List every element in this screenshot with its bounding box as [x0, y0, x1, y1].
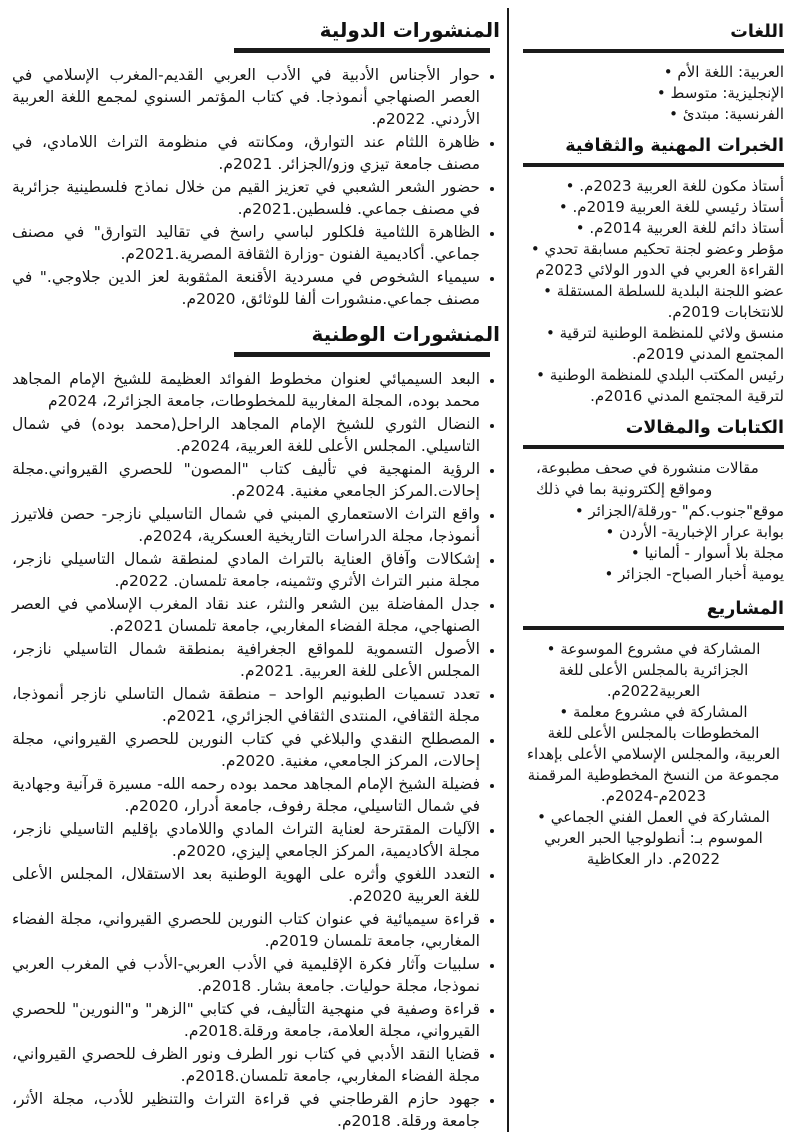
publication-item: • حوار الأجناس الأدبية في الأدب العربي القديم-المغرب الإسلامي في العصر الصنهاجي أنموذجا. في كتاب المؤتمر السنوي لمجمع اللغة العربية الأردني. 2022م. — [12, 64, 480, 130]
list-item-text: الفرنسية: مبتدئ — [682, 105, 784, 123]
bullet-icon: • — [545, 324, 560, 342]
section-projects — [523, 597, 784, 870]
publication-item: • واقع التراث الاستعماري المبني في شمال التاسيلي نازجر- حصن فلاتيرز أنموذجا، مجلة الدراسات التاريخية العسكرية، 2024م. — [12, 503, 480, 547]
bullet-icon: • — [558, 198, 573, 216]
list-item-text: عضو اللجنة البلدية للسلطة المستقلة للانتخابات 2019م. — [556, 282, 784, 321]
publication-item: • إشكالات وآفاق العناية بالتراث المادي لمنطقة شمال التاسيلي نازجر، مجلة منبر التراث الأثري وتثمينه، جامعة تلمسان. 2022م. — [12, 548, 480, 592]
outlet-item — [523, 564, 784, 585]
experience-item — [523, 176, 784, 197]
languages-list — [523, 62, 784, 125]
publication-item: • التعدد اللغوي وأثره على الهوية الوطنية بعد الاستقلال، المجلس الأعلى للغة العربية 2020م. — [12, 863, 480, 907]
list-item-text: المشاركة في العمل الفني الجماعي الموسوم بـ: أنطولوجيا الحبر العربي 2022م. دار العكاظية — [544, 808, 770, 868]
list-item-text: مؤطر وعضو لجنة تحكيم مسابقة تحدي القراءة العربي في الدور الولائي 2023م — [535, 240, 784, 279]
bullet-icon: • — [574, 502, 589, 520]
section-title-underline — [523, 626, 784, 630]
section-national-publications — [12, 320, 500, 1132]
bullet-icon: • — [530, 240, 545, 258]
list-item-text: العربية: اللغة الأم — [677, 63, 784, 81]
bullet-icon: • — [536, 366, 550, 384]
national-publications-list — [12, 368, 500, 1132]
publication-item: • قراءة وصفية في منهجية التأليف، في كتابي "الزهر" و"النورين" للحصري القيرواني، مجلة العلامة، جامعة ورقلة.2018م. — [12, 998, 480, 1042]
experience-list — [523, 176, 784, 407]
publication-item: • الآليات المقترحة لعناية التراث المادي واللامادي بإقليم التاسيلي نازجر، مجلة الأكاديمية، المركز الجامعي إليزي، 2020م. — [12, 818, 480, 862]
publications-column — [12, 16, 500, 1133]
international-publications-list — [12, 64, 500, 310]
section-title-underline — [234, 352, 490, 357]
publication-item: • حضور الشعر الشعبي في تعزيز القيم من خلال نماذج فلسطينية جزائرية في مصنف جماعي. فلسطين.2021م. — [12, 176, 480, 220]
writings-intro-text: مقالات منشورة في صحف مطبوعة، ومواقع إلكترونية بما في ذلك — [536, 459, 759, 498]
publication-item: • الظاهرة اللثامية فلكلور لباسي راسخ في تقاليد التوارق" في مصنف جماعي. أكاديمية الفنون -وزارة الثقافة المصرية.2021م. — [12, 221, 480, 265]
list-item-text: يومية أخبار الصباح- الجزائر — [618, 565, 784, 583]
outlet-item — [523, 522, 784, 543]
section-title-underline — [523, 445, 784, 449]
publication-item: • قراءة سيميائية في عنوان كتاب النورين للحصري القيرواني، مجلة الفضاء المغاربي، جامعة تلمسان 2019م. — [12, 908, 480, 952]
list-item-text: المشاركة في مشروع الموسوعة الجزائرية بالمجلس الأعلى للغة العربية2022م. — [558, 640, 761, 700]
section-title-experience: الخبرات المهنية والثقافية — [565, 136, 784, 156]
bullet-icon: • — [663, 63, 678, 81]
section-experience — [523, 134, 784, 407]
publication-item: • النضال الثوري للشيخ الإمام المجاهد الراحل(محمد بوده) في شمال التاسيلي. المجلس الأعلى للغة العربية، 2024م. — [12, 413, 480, 457]
project-item — [523, 807, 784, 870]
list-item-text: أستاذ رئيسي للغة العربية 2019م. — [572, 198, 784, 216]
list-item-text: موقع"جنوب.كم" -ورقلة/الجزائر — [588, 502, 784, 520]
project-item — [523, 639, 784, 702]
publication-item: • الرؤية المنهجية في تأليف كتاب "المصون" للحصري القيرواني.مجلة إحالات.المركز الجامعي مغنية. 2024م. — [12, 458, 480, 502]
experience-item — [523, 365, 784, 407]
list-item-text: منسق ولائي للمنظمة الوطنية لترقية المجتمع المدني 2019م. — [559, 324, 784, 363]
bullet-icon: • — [575, 219, 590, 237]
language-item — [523, 62, 784, 83]
publication-item: • جدل المفاضلة بين الشعر والنثر، عند نقاد المغرب الإسلامي في العصر الصنهاجي، مجلة الفضاء المغاربي، جامعة تلمسان 2021م. — [12, 593, 480, 637]
writings-outlets-list — [523, 501, 784, 585]
section-title-languages: اللغات — [730, 22, 784, 42]
publication-item: • تعدد تسميات الطبونيم الواحد – منطقة شمال التاسلي نازجر أنموذجا، مجلة الثقافي، المنتدى الثقافي الجزائري، 2021م. — [12, 683, 480, 727]
project-item — [523, 702, 784, 807]
list-item-text: أستاذ مكون للغة العربية 2023م. — [579, 177, 784, 195]
list-item-text: أستاذ دائم للغة العربية 2014م. — [589, 219, 784, 237]
bullet-icon: • — [604, 565, 619, 583]
list-item-text: بوابة عرار الإخبارية- الأردن — [619, 523, 784, 541]
experience-item — [523, 239, 784, 281]
bullet-icon: • — [630, 544, 645, 562]
outlet-item — [523, 543, 784, 564]
publication-item: • جهود حازم القرطاجني في قراءة التراث والتنظير للأدب، مجلة الأثر، جامعة ورقلة. 2018م. — [12, 1088, 480, 1132]
list-item-text: المشاركة في مشروع معلمة المخطوطات بالمجلس الأعلى للغة العربية، والمجلس الإسلامي الأعلى بإهداء مجموعة من النسخ المخطوطية المرقمنة 2023م-2024م. — [526, 703, 780, 805]
bullet-icon: • — [669, 105, 683, 123]
column-divider-rule — [507, 8, 509, 1132]
experience-item — [523, 197, 784, 218]
publication-item: • فضيلة الشيخ الإمام المجاهد محمد بوده رحمه الله- مسيرة قرآنية وجهادية في شمال التاسيلي، مجلة رفوف، جامعة أدرار، 2020م. — [12, 773, 480, 817]
section-title-international: المنشورات الدولية — [319, 18, 500, 42]
bullet-icon: • — [546, 640, 561, 658]
section-title-projects: المشاريع — [706, 599, 784, 619]
bullet-icon: • — [565, 177, 580, 195]
section-title-underline — [523, 163, 784, 167]
section-title-writings: الكتابات والمقالات — [625, 418, 784, 438]
publication-item: • قضايا النقد الأدبي في كتاب نور الطرف ونور الظرف للحصري القيرواني، مجلة الفضاء المغاربي، جامعة تلمسان.2018م. — [12, 1043, 480, 1087]
section-writings-articles — [523, 416, 784, 585]
section-title-national: المنشورات الوطنية — [311, 322, 500, 346]
bullet-icon: • — [559, 703, 573, 721]
publication-item: • البعد السيميائي لعنوان مخطوط الفوائد العظيمة للشيخ الإمام المجاهد محمد بوده، المجلة المغاربية للمخطوطات، جامعة الجزائر2، 2024م — [12, 368, 480, 412]
language-item — [523, 83, 784, 104]
publication-item: • سلبيات وآثار فكرة الإقليمية في الأدب العربي-الأدب في المغرب العربي نموذجا، مجلة حوليات. جامعة بشار. 2018م. — [12, 953, 480, 997]
bullet-icon: • — [543, 282, 557, 300]
list-item-text: رئيس المكتب البلدي للمنظمة الوطنية لترقية المجتمع المدني 2016م. — [549, 366, 784, 405]
publication-item: • الأصول التسموية للمواقع الجغرافية بمنطقة شمال التاسيلي نازجر، المجلس الأعلى للغة العربية. 2021م. — [12, 638, 480, 682]
publication-item: • سيمياء الشخوص في مسردية الأقنعة المثقوبة لعز الدين جلاوجي." في مصنف جماعي.منشورات ألفا للوثائق، 2020م. — [12, 266, 480, 310]
experience-item — [523, 218, 784, 239]
section-international-publications — [12, 16, 500, 310]
list-item-text: مجلة بلا أسوار - ألمانيا — [644, 544, 784, 562]
outlet-item — [523, 501, 784, 522]
experience-item — [523, 281, 784, 323]
bullet-icon: • — [537, 808, 551, 826]
sidebar-column — [523, 20, 784, 870]
section-languages — [523, 20, 784, 125]
bullet-icon: • — [605, 523, 620, 541]
section-title-underline — [234, 48, 490, 53]
language-item — [523, 104, 784, 125]
publication-item: • المصطلح النقدي والبلاغي في كتاب النورين للحصري القيرواني، مجلة إحالات، المركز الجامعي، مغنية. 2020م. — [12, 728, 480, 772]
projects-list — [523, 639, 784, 870]
list-item-text: الإنجليزية: متوسط — [670, 84, 784, 102]
experience-item — [523, 323, 784, 365]
publication-item: • ظاهرة اللثام عند التوارق، ومكانته في منظومة التراث اللامادي، في مصنف جامعة تيزي وزو/الجزائر. 2021م. — [12, 131, 480, 175]
section-title-underline — [523, 49, 784, 53]
bullet-icon: • — [656, 84, 671, 102]
